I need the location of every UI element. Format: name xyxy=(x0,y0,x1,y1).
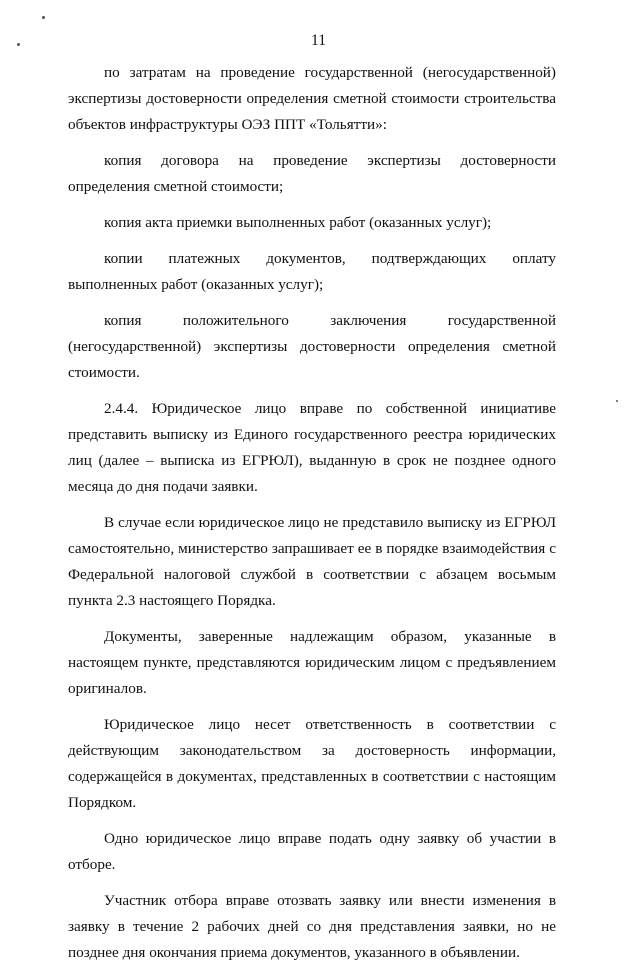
paragraph-expertise-costs: по затратам на проведение государственной (негосударственной) экспертизы достоверности определения сметной стоимости строительства объектов инфраструктуры ОЭЗ ППТ «Тольятти»: xyxy=(68,64,556,133)
page-number: 11 xyxy=(311,32,326,49)
paragraph-positive-conclusion: копия положительного заключения государственной (негосударственной) экспертизы достоверности определения сметной стоимости. xyxy=(68,312,556,381)
paragraph-one-application: Одно юридическое лицо вправе подать одну заявку об участии в отборе. xyxy=(68,830,556,873)
paragraph-2-4-4: 2.4.4. Юридическое лицо вправе по собственной инициативе представить выписку из Единого государственного реестра юридических лиц (далее – выписка из ЕГРЮЛ), выданную в срок не позднее одного месяца до дня подачи заявки. xyxy=(68,400,556,495)
paragraph-acceptance-act-copy: копия акта приемки выполненных работ (оказанных услуг); xyxy=(104,214,492,231)
paragraph-responsibility: Юридическое лицо несет ответственность в соответствии с действующим законодательством за достоверность информации, содержащейся в документах, представленных в соответствии с настоящим Порядком. xyxy=(68,716,556,811)
paragraph-payment-documents: копии платежных документов, подтверждающих оплату выполненных работ (оказанных услуг); xyxy=(68,250,556,293)
scan-speck xyxy=(42,16,45,19)
paragraph-withdraw-application: Участник отбора вправе отозвать заявку или внести изменения в заявку в течение 2 рабочих дней со дня представления заявки, но не позднее дня окончания приема документов, указанного в объявлении. xyxy=(68,892,556,961)
document-body xyxy=(68,60,556,966)
paragraph-certified-documents: Документы, заверенные надлежащим образом, указанные в настоящем пункте, представляются юридическим лицом с предъявлением оригиналов. xyxy=(68,628,556,697)
paragraph-contract-copy: копия договора на проведение экспертизы достоверности определения сметной стоимости; xyxy=(68,152,556,195)
scan-speck xyxy=(616,400,618,402)
paragraph-egrul-request: В случае если юридическое лицо не представило выписку из ЕГРЮЛ самостоятельно, министерство запрашивает ее в порядке взаимодействия с Федеральной налоговой службой в соответствии с абзацем восьмым пункта 2.3 настоящего Порядка. xyxy=(68,514,556,609)
